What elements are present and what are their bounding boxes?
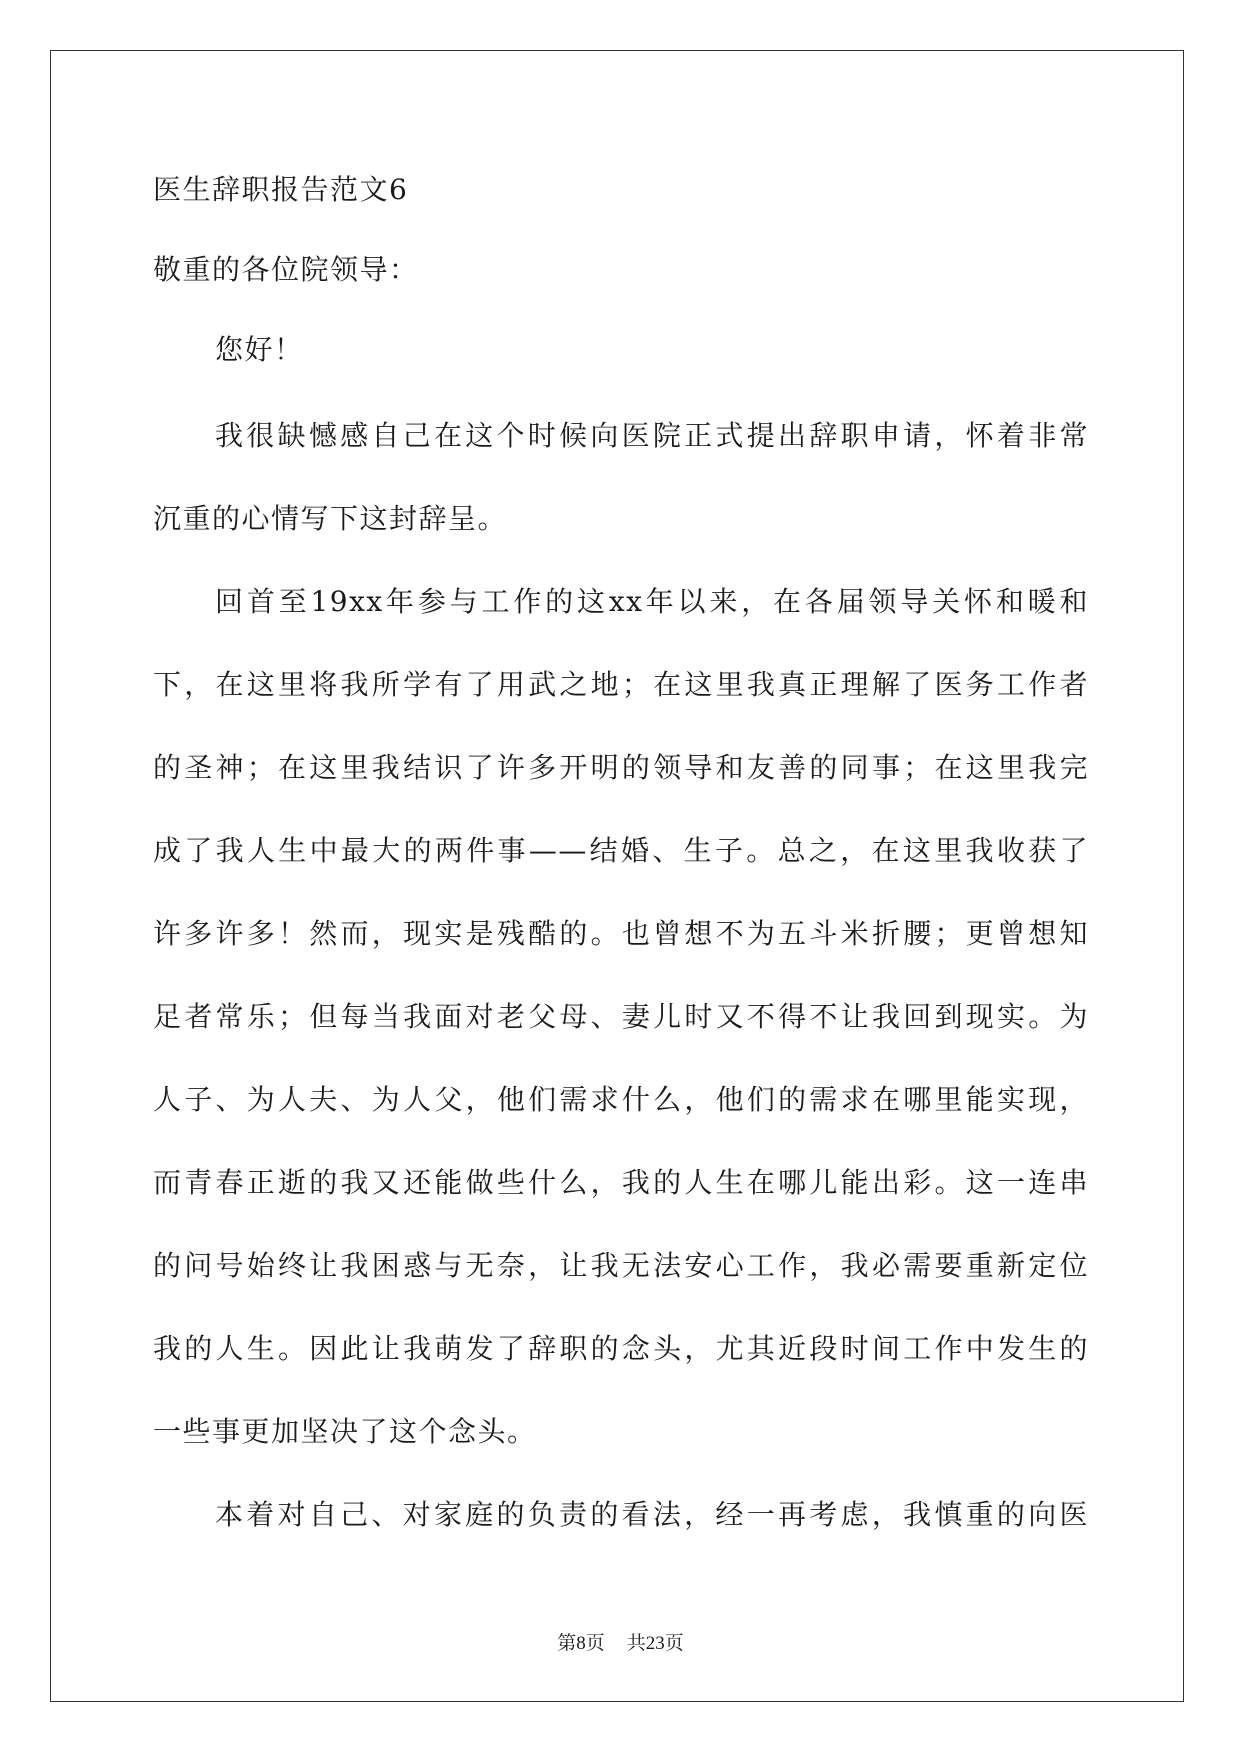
text-line: 回首至19xx年参与工作的这xx年以来，在各届领导关怀和暖和 — [215, 585, 1089, 618]
document-title: 医生辞职报告范文6 — [153, 173, 409, 206]
text-line: 的问号始终让我困惑与无奈，让我无法安心工作，我必需要重新定位 — [153, 1249, 1089, 1282]
document-body — [153, 168, 1089, 1576]
text-line: 的圣神；在这里我结识了许多开明的领导和友善的同事；在这里我完 — [153, 751, 1089, 784]
text-line: 下，在这里将我所学有了用武之地；在这里我真正理解了医务工作者 — [153, 668, 1089, 701]
text-line: 我的人生。因此让我萌发了辞职的念头，尤其近段时间工作中发生的 — [153, 1332, 1089, 1365]
text-line: 足者常乐；但每当我面对老父母、妻儿时又不得不让我回到现实。为 — [153, 1000, 1089, 1033]
body-text — [153, 414, 1089, 1576]
greeting: 您好！ — [215, 333, 304, 366]
text-line: 成了我人生中最大的两件事——结婚、生子。总之，在这里我收获了 — [153, 834, 1089, 867]
page-number: 第8页 — [557, 1633, 605, 1654]
salutation: 敬重的各位院领导： — [153, 253, 419, 286]
text-line: 人子、为人夫、为人父，他们需求什么，他们的需求在哪里能实现， — [153, 1083, 1089, 1116]
text-line: 我很缺憾感自己在这个时候向医院正式提出辞职申请，怀着非常 — [215, 419, 1089, 452]
text-line: 沉重的心情写下这封辞呈。 — [153, 502, 508, 535]
text-line: 许多许多！然而，现实是残酷的。也曾想不为五斗米折腰；更曾想知 — [153, 917, 1089, 950]
text-line: 一些事更加坚决了这个念头。 — [153, 1415, 537, 1448]
text-line: 本着对自己、对家庭的负责的看法，经一再考虑，我慎重的向医 — [215, 1498, 1089, 1531]
page-total: 共23页 — [626, 1633, 684, 1654]
page-footer — [0, 1628, 1241, 1655]
text-line: 而青春正逝的我又还能做些什么，我的人生在哪儿能出彩。这一连串 — [153, 1166, 1089, 1199]
